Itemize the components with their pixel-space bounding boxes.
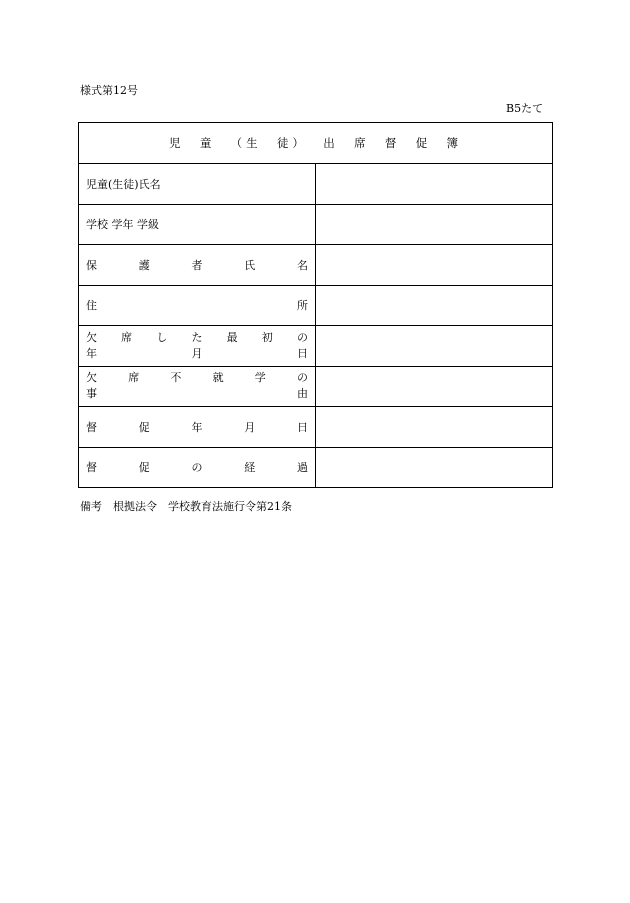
title-char: 簿 bbox=[446, 136, 462, 150]
title-char: 出 bbox=[323, 136, 339, 150]
label-absence-reason: 欠 席 不 就 学 の 事 由 bbox=[79, 366, 316, 407]
label-reminder-date: 督 促 年 月 日 bbox=[79, 407, 316, 448]
table-title bbox=[79, 123, 553, 164]
student-name-field[interactable] bbox=[316, 164, 553, 205]
school-grade-class-field[interactable] bbox=[316, 204, 553, 245]
row-reminder-progress bbox=[79, 447, 553, 488]
first-absence-date-field[interactable] bbox=[316, 326, 553, 367]
row-guardian-name bbox=[79, 245, 553, 286]
row-student-name bbox=[79, 164, 553, 205]
title-char: 督 bbox=[384, 136, 401, 150]
label-school-grade-class: 学校 学年 学級 bbox=[79, 204, 316, 245]
label-student-name: 児童(生徒)氏名 bbox=[79, 164, 316, 205]
table-title-row bbox=[79, 123, 553, 164]
row-absence-reason bbox=[79, 366, 553, 407]
guardian-name-field[interactable] bbox=[316, 245, 553, 286]
absence-reason-field[interactable] bbox=[316, 366, 553, 407]
row-address bbox=[79, 285, 553, 326]
form-number: 様式第12号 bbox=[80, 84, 138, 97]
title-char: 席 bbox=[354, 136, 370, 150]
row-first-absence-date bbox=[79, 326, 553, 367]
title-char: 童 bbox=[199, 136, 216, 150]
label-address: 住 所 bbox=[79, 285, 316, 326]
label-reminder-progress: 督 促 の 経 過 bbox=[79, 447, 316, 488]
row-reminder-date bbox=[79, 407, 553, 448]
label-first-absence-date: 欠 席 し た 最 初 の 年 月 日 bbox=[79, 326, 316, 367]
row-school-grade-class bbox=[79, 204, 553, 245]
title-char: 徒） bbox=[276, 136, 308, 150]
title-char: （生 bbox=[230, 136, 262, 150]
remarks-note: 備考 根拠法令 学校教育法施行令第21条 bbox=[80, 500, 292, 513]
attendance-register-table bbox=[78, 122, 553, 488]
title-char: 児 bbox=[169, 136, 185, 150]
paper-size-label: B5たて bbox=[506, 102, 544, 115]
reminder-progress-field[interactable] bbox=[316, 447, 553, 488]
label-guardian-name: 保 護 者 氏 名 bbox=[79, 245, 316, 286]
address-field[interactable] bbox=[316, 285, 553, 326]
title-char: 促 bbox=[415, 136, 432, 150]
reminder-date-field[interactable] bbox=[316, 407, 553, 448]
